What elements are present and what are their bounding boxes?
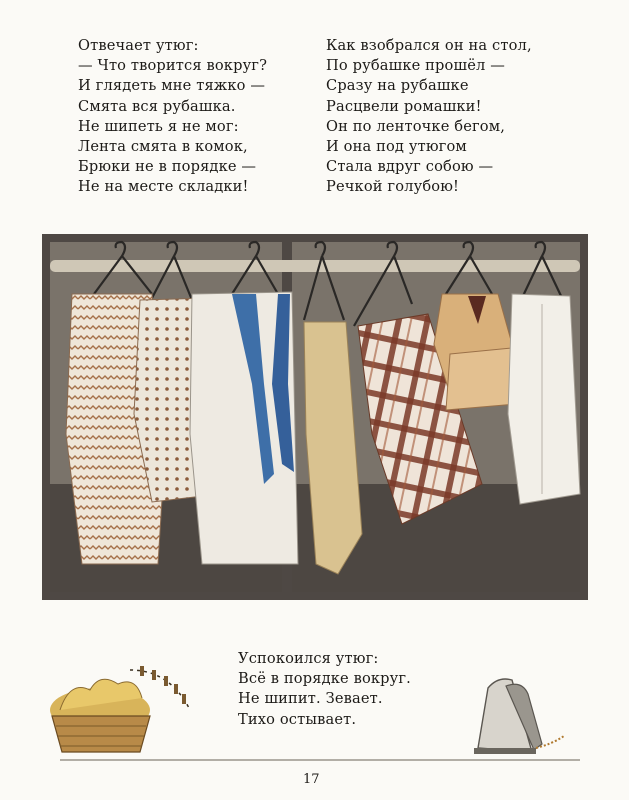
page-number: 17 bbox=[303, 772, 320, 787]
poem-line: Речкой голубою! bbox=[326, 178, 460, 196]
laundry-basket-illustration bbox=[40, 660, 210, 760]
poem-line: Успокоился утюг: bbox=[238, 650, 379, 667]
poem-line: И глядеть мне тяжко — bbox=[78, 77, 266, 95]
bottom-stanza bbox=[238, 649, 411, 730]
poem-line: Лента смята в комок, bbox=[78, 138, 248, 156]
poem-line: Тихо остывает. bbox=[238, 710, 357, 728]
floor-line bbox=[60, 754, 580, 766]
poem-line: Не шипит. Зевает. bbox=[238, 690, 383, 708]
poem-line: — Что творится вокруг? bbox=[78, 57, 268, 75]
white-dress bbox=[508, 294, 580, 504]
left-stanza bbox=[78, 36, 267, 198]
right-stanza bbox=[326, 36, 532, 198]
poem-line: Сразу на рубашке bbox=[326, 77, 469, 95]
poem-line: Не шипеть я не мог: bbox=[78, 117, 239, 135]
poem-line: Стала вдруг собою — bbox=[326, 158, 494, 176]
blouse-frill bbox=[446, 348, 516, 410]
poem-line: Смята вся рубашка. bbox=[78, 97, 236, 115]
poem-line: Не на месте складки! bbox=[78, 178, 249, 196]
wicker-basket bbox=[52, 716, 150, 752]
wardrobe-illustration bbox=[42, 234, 588, 600]
poem-line: По рубашке прошёл — bbox=[326, 57, 505, 75]
poem-line: Как взобрался он на стол, bbox=[326, 37, 532, 54]
poem-line: И она под утюгом bbox=[326, 138, 467, 156]
poem-line: Всё в порядке вокруг. bbox=[238, 670, 411, 688]
poem-line: Отвечает утюг: bbox=[78, 37, 199, 54]
poem-line: Брюки не в порядке — bbox=[78, 158, 257, 176]
iron-illustration bbox=[448, 668, 568, 764]
poem-line: Он по ленточке бегом, bbox=[326, 117, 506, 135]
poem-line: Расцвели ромашки! bbox=[326, 97, 482, 115]
